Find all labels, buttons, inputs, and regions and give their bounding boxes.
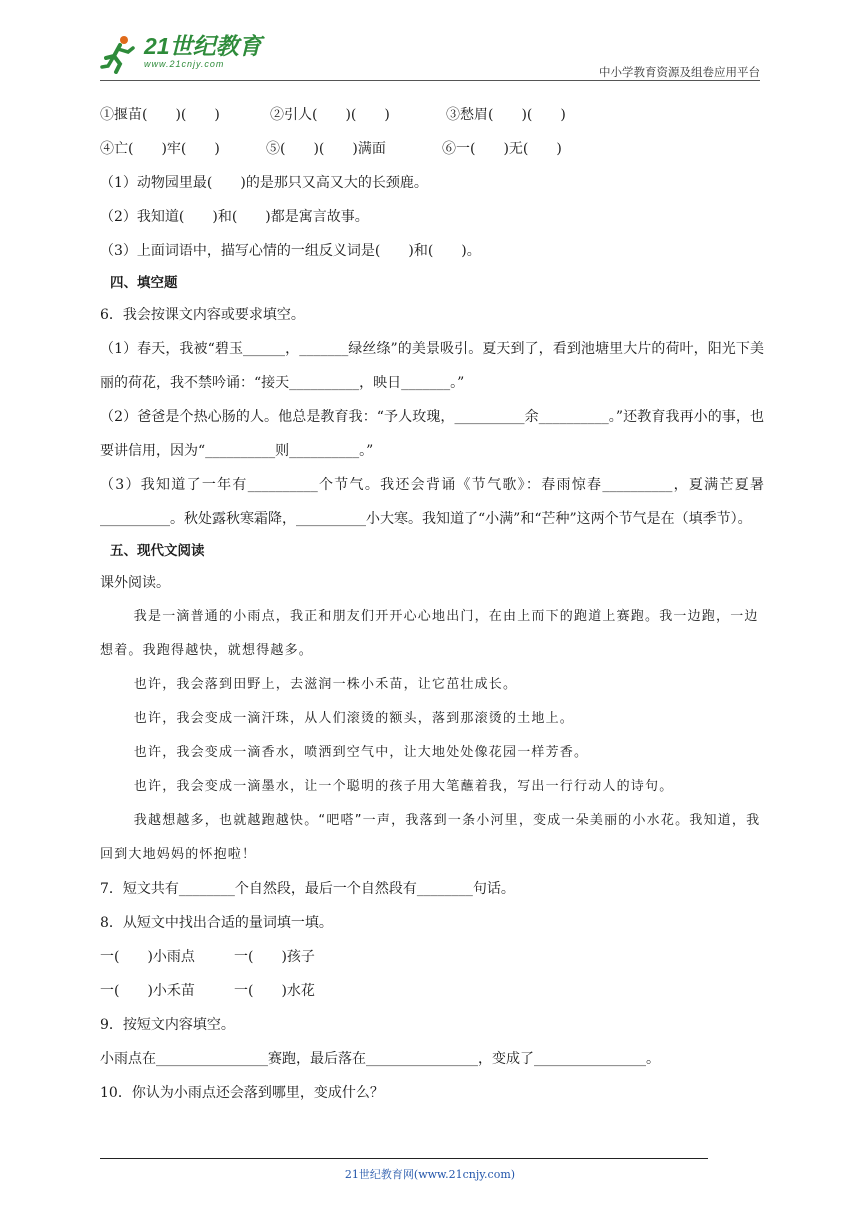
q5-word-row-1 — [100, 98, 764, 132]
passage-paragraph: 我是一滴普通的小雨点，我正和朋友们开开心心地出门，在由上而下的跑道上赛跑。我一边跑，一边想着。我跑得越快，就想得越多。 — [100, 609, 759, 658]
section-5-title: 五、现代文阅读 — [110, 543, 205, 559]
document-body — [100, 98, 764, 1110]
q5-item-2: ②引人( )( ) — [270, 107, 390, 123]
q8-item-4: 一( )水花 — [234, 983, 315, 999]
logo-title: 21世纪教育 — [144, 33, 262, 59]
q8-row-1 — [100, 940, 764, 974]
passage-paragraph: 也许，我会变成一滴汗珠，从人们滚烫的额头，落到那滚烫的土地上。 — [133, 711, 574, 726]
header-divider — [100, 80, 760, 81]
passage-paragraph: 也许，我会落到田野上，去滋润一株小禾苗，让它茁壮成长。 — [133, 677, 518, 692]
q5-sub-3: （3）上面词语中，描写心情的一组反义词是( )和( )。 — [100, 243, 481, 259]
page-header — [100, 30, 760, 80]
q6-part-3: （3）我知道了一年有__________个节气。我还会背诵《节气歌》：春雨惊春__________，夏满芒夏暑__________。秋处露秋寒霜降，__________小大寒。我知道了“小满”和“芒种”这两个节气是在（填季节）。 — [100, 477, 764, 527]
passage-paragraph: 也许，我会变成一滴墨水，让一个聪明的孩子用大笔蘸着我，写出一行行动人的诗句。 — [133, 779, 674, 794]
site-logo[interactable] — [100, 34, 262, 78]
logo-url: www.21cnjy.com — [144, 59, 225, 69]
q8-item-2: 一( )孩子 — [234, 949, 315, 965]
q6-part-1: （1）春天，我被“碧玉______，_______绿丝绦”的美景吸引。夏天到了，看到池塘里大片的荷叶，阳光下美丽的荷花，我不禁吟诵：“接天__________，映日_______。” — [100, 341, 764, 391]
q8-item-3: 一( )小禾苗 — [100, 983, 195, 999]
q5-item-5: ⑤( )( )满面 — [266, 141, 386, 157]
q6-part-2: （2）爸爸是个热心肠的人。他总是教育我：“予人玫瑰，__________余__________。”还教育我再小的事，也要讲信用，因为“__________则__________。” — [100, 409, 764, 459]
footer-divider — [100, 1158, 708, 1159]
reading-passage — [100, 600, 764, 872]
runner-icon — [100, 34, 140, 74]
q9-text: 9．按短文内容填空。 — [100, 1017, 235, 1033]
passage-paragraph: 也许，我会变成一滴香水，喷洒到空气中，让大地处处像花园一样芳香。 — [133, 745, 589, 760]
q7-text: 7．短文共有________个自然段，最后一个自然段有________句话。 — [100, 881, 515, 897]
q9-fill-line: 小雨点在________________赛跑，最后落在________________，变成了________________。 — [100, 1051, 660, 1067]
q6-stem: 6．我会按课文内容或要求填空。 — [100, 307, 305, 323]
q5-sub-2: （2）我知道( )和( )都是寓言故事。 — [100, 209, 369, 225]
reading-intro: 课外阅读。 — [100, 575, 170, 591]
section-4-title: 四、填空题 — [110, 275, 178, 291]
q5-item-3: ③愁眉( )( ) — [446, 107, 566, 123]
q8-row-2 — [100, 974, 764, 1008]
q5-sub-1: （1）动物园里最( )的是那只又高又大的长颈鹿。 — [100, 175, 428, 191]
q5-word-row-2 — [100, 132, 764, 166]
q8-item-1: 一( )小雨点 — [100, 949, 195, 965]
q10-text: 10．你认为小雨点还会落到哪里，变成什么？ — [100, 1085, 384, 1101]
q5-item-6: ⑥一( )无( ) — [442, 141, 562, 157]
q5-item-1: ①揠苗( )( ) — [100, 107, 220, 123]
q5-item-4: ④亡( )牢( ) — [100, 141, 220, 157]
q8-text: 8．从短文中找出合适的量词填一填。 — [100, 915, 333, 931]
footer-link[interactable]: 21世纪教育网(www.21cnjy.com) — [344, 1168, 516, 1181]
passage-paragraph: 我越想越多，也就越跑越快。“吧嗒”一声，我落到一条小河里，变成一朵美丽的小水花。我知道，我回到大地妈妈的怀抱啦！ — [100, 813, 761, 862]
header-platform-text: 中小学教育资源及组卷应用平台 — [599, 65, 760, 79]
